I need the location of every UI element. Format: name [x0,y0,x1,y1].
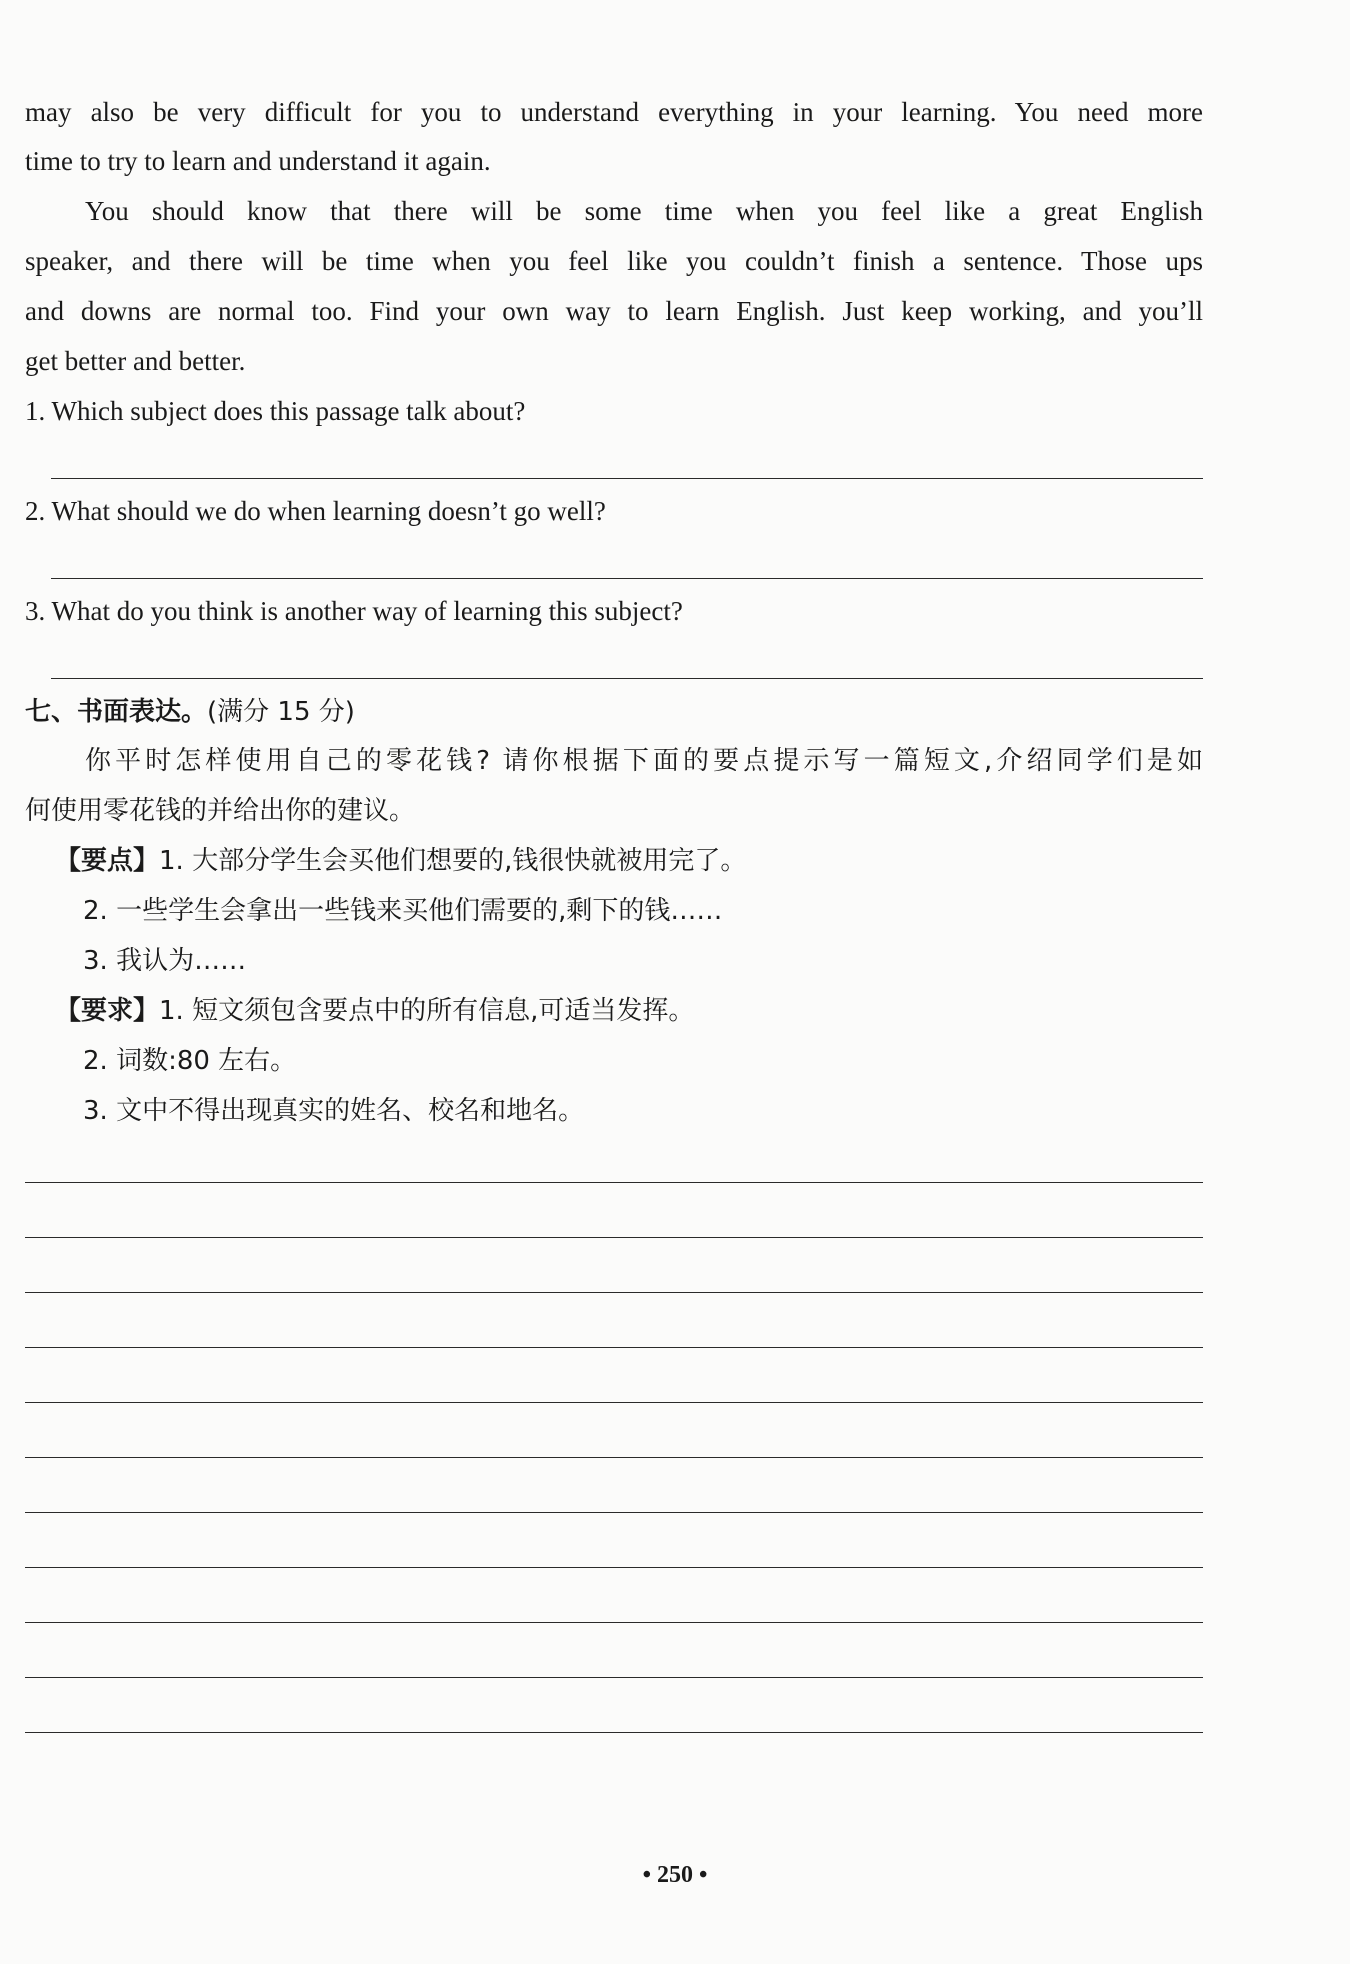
section-7-title [25,693,1203,730]
section-7-score: (满分 15 分) [207,697,355,727]
prompt-line-2: 何使用零花钱的并给出你的建议。 [25,796,416,826]
writing-line-10[interactable] [25,1677,1203,1678]
passage-line-5: and downs are normal too. Find your own way to learn English. Just keep working, and you’ll [25,296,1203,326]
requirements-3: 3. 文中不得出现真实的姓名、校名和地名。 [83,1096,585,1126]
prompt-line-1: 你平时怎样使用自己的零花钱? 请你根据下面的要点提示写一篇短文,介绍同学们是如 [85,746,1203,776]
answer-line-2[interactable] [51,578,1203,579]
answer-line-1[interactable] [51,478,1203,479]
passage-line-6: get better and better. [25,346,246,376]
passage-line-2: time to try to learn and understand it again. [25,146,491,176]
requirement-1-text: 1. 短文须包含要点中的所有信息,可适当发挥。 [159,996,695,1026]
passage-line-4: speaker, and there will be time when you feel like you couldn’t finish a sentence. Those ups [25,246,1203,276]
answer-line-3[interactable] [51,678,1203,679]
writing-line-7[interactable] [25,1512,1203,1513]
question-1: 1. Which subject does this passage talk about? [25,396,526,426]
writing-line-9[interactable] [25,1622,1203,1623]
question-2: 2. What should we do when learning doesn’t go well? [25,496,606,526]
writing-line-4[interactable] [25,1347,1203,1348]
points-point-3: 3. 我认为…… [83,946,247,976]
writing-line-5[interactable] [25,1402,1203,1403]
requirements-2: 2. 词数:80 左右。 [83,1046,297,1076]
requirements-1 [25,993,1233,1029]
question-3: 3. What do you think is another way of learning this subject? [25,596,683,626]
writing-line-2[interactable] [25,1237,1203,1238]
writing-line-1[interactable] [25,1182,1203,1183]
point-1-text: 1. 大部分学生会买他们想要的,钱很快就被用完了。 [159,846,747,876]
page-number: • 250 • [642,1862,708,1888]
writing-line-11[interactable] [25,1732,1203,1733]
points-label: 【要点】 [55,846,160,876]
writing-line-3[interactable] [25,1292,1203,1293]
points-point-2: 2. 一些学生会拿出一些钱来买他们需要的,剩下的钱…… [83,896,723,926]
writing-line-6[interactable] [25,1457,1203,1458]
passage-line-1: may also be very difficult for you to understand everything in your learning. You need more [25,97,1203,127]
section-7-heading: 七、书面表达。 [25,697,208,727]
writing-line-8[interactable] [25,1567,1203,1568]
points-point-1 [25,843,1233,879]
requirements-label: 【要求】 [55,996,160,1026]
passage-line-3: You should know that there will be some time when you feel like a great English [85,196,1203,226]
